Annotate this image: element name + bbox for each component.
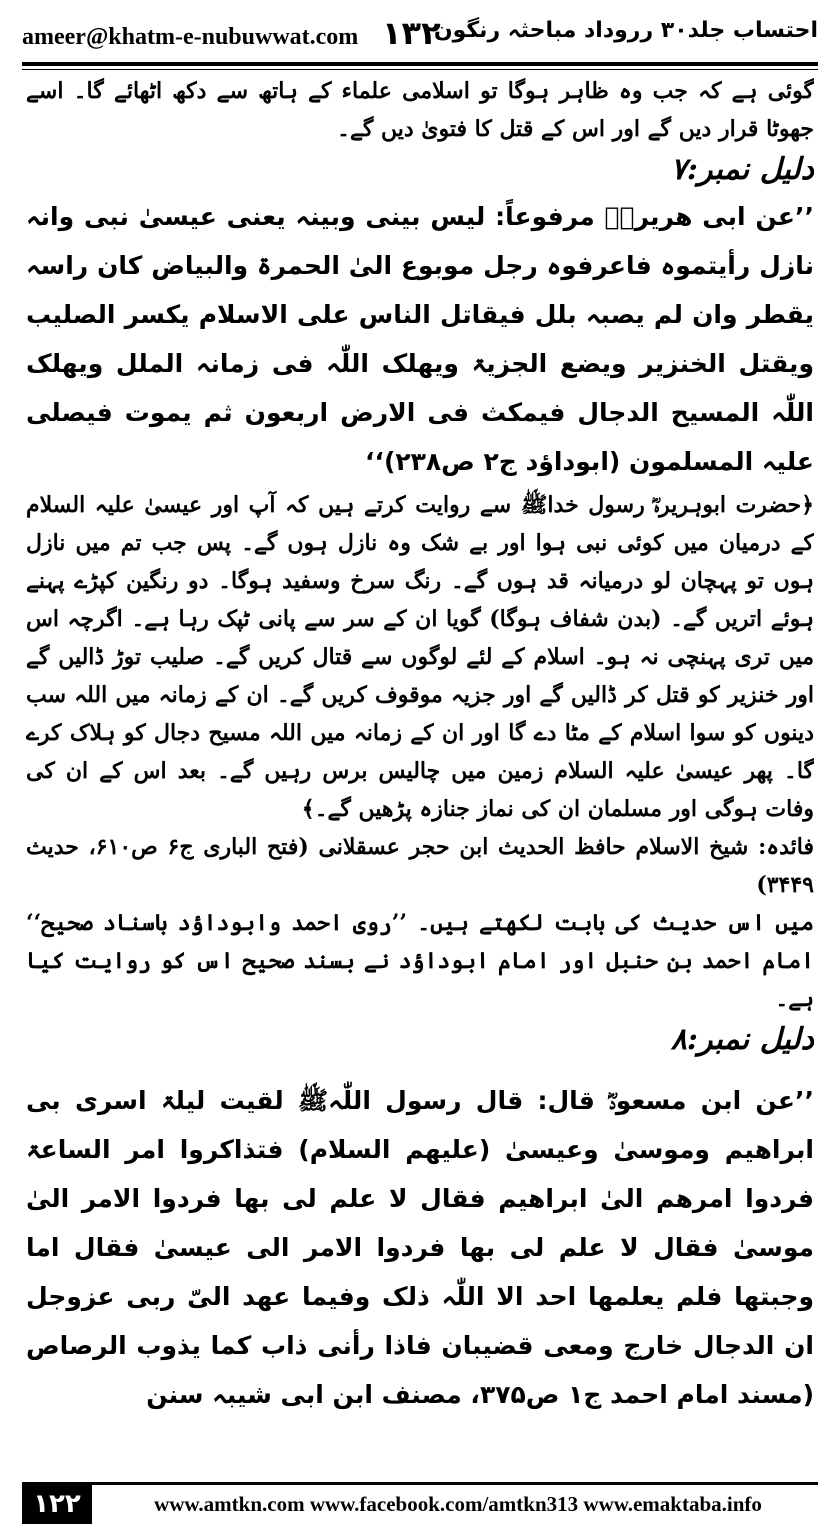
- urdu-paragraph-intro: گوئی ہے کہ جب وہ ظاہر ہوگا تو اسلامی علماء کے ہاتھ سے دکھ اٹھائے گا۔ اسے جھوٹا قرار دیں گے اور اس کے قتل کا فتویٰ دیں گے۔: [26, 78, 814, 142]
- footer-rule: [22, 1482, 818, 1485]
- page-footer: [22, 1482, 818, 1524]
- urdu-translation-1: ﴿حضرت ابوہریرہؓ رسول خداﷺ سے روایت کرتے ہیں کہ آپ اور عیسیٰ علیہ السلام کے درمیان میں کوئی نبی ہوا اور بے شک وہ نازل ہوں گے۔ پس جب تم میں نازل ہوں تو پہچان لو درمیانہ قد ہوں گے۔ رنگ سرخ وسفید ہوگا۔ دو رنگین کپڑے پہنے ہوئے اتریں گے۔ (بدن شفاف ہوگا) گویا ان کے سر سے پانی ٹپک رہا ہے۔ اگرچہ اس میں تری پہنچی نہ ہو۔ اسلام کے لئے لوگوں سے قتال کریں گے۔ صلیب توڑ ڈالیں گے اور خنزیر کو قتل کر ڈالیں گے اور جزیہ موقوف کریں گے۔ ان کے زمانہ میں اللہ سب دینوں کو سوا اسلام کے مٹا دے گا اور ان کے زمانہ میں اللہ مسیح دجال کو ہلاک کرے گا۔ پھر عیسیٰ علیہ السلام زمین میں چالیس برس رہیں گے۔ بعد اس کے ان کی وفات ہوگی اور مسلمان ان کی نماز جنازہ پڑھیں گے۔﴾: [26, 492, 814, 822]
- header-page-number: ۱۳۲: [382, 14, 441, 52]
- faida-note-continued: میں اس حدیث کی بابت لکھتے ہیں۔ ’’روی احمد وابوداؤد باسناد صحیح‘‘ امام احمد بن حنبل اور امام ابوداؤد نے بسند صحیح اس کو روایت کیا ہے۔: [26, 910, 814, 1012]
- section-heading-8: دلیل نمبر:۸: [670, 1022, 814, 1057]
- arabic-hadith-1: ’’عن ابی ھریرۃؓ مرفوعاً: لیس بینی وبینہ یعنی عیسیٰ نبی وانہ نازل رأیتموہ فاعرفوہ رجل موبوع الیٰ الحمرۃ والبیاض کان راسہ یقطر وان لم یصبہ بلل فیقاتل الناس علی الاسلام یکسر الصلیب ویقتل الخنزیر ویضع الجزیۃ ویھلک اللّٰہ فی زمانہ الملل ویھلک اللّٰہ المسیح الدجال فیمکث فی الارض اربعون ثم یموت فیصلی علیہ المسلمون (ابوداؤد ج۲ ص۲۳۸)‘‘: [26, 202, 814, 476]
- page-header: [22, 10, 818, 60]
- faida-note: فائدہ: شیخ الاسلام حافظ الحدیث ابن حجر عسقلانی (فتح الباری ج۶ ص۶۱۰، حدیث ۳۴۴۹): [26, 834, 814, 898]
- footer-links: www.amtkn.com www.facebook.com/amtkn313 www.emaktaba.info: [154, 1492, 762, 1516]
- footer-page-number: ۱۲۲: [22, 1485, 92, 1524]
- arabic-hadith-2: ’’عن ابن مسعودؓ قال: قال رسول اللّٰہﷺ لقیت لیلۃ اسری بی ابراھیم وموسیٰ وعیسیٰ (علیھم السلام) فتذاکروا امر الساعۃ فردوا امرھم الیٰ ابراھیم فقال لا علم لی بھا فردوا الامر الیٰ موسیٰ فقال لا علم لی بھا فردوا الامر الی عیسیٰ فقال اما وجبتھا فلم یعلمھا احد الا اللّٰہ ذلک وفیما عھد الیّ ربی عزوجل ان الدجال خارج ومعی قضیبان فاذا رأنی ذاب کما یذوب الرصاص (مسند امام احمد ج۱ ص۳۷۵، مصنف ابن ابی شیبہ سنن: [26, 1086, 814, 1409]
- header-rule: [22, 62, 818, 66]
- section-heading-7: دلیل نمبر:۷: [670, 152, 814, 187]
- page-content: [26, 72, 814, 1470]
- spacer: [26, 1062, 814, 1076]
- header-email: ameer@khatm-e-nubuwwat.com: [22, 24, 359, 50]
- header-rule-thin: [22, 69, 818, 70]
- header-title: احتساب جلد۳۰ رروداد مباحثہ رنگون: [433, 18, 818, 43]
